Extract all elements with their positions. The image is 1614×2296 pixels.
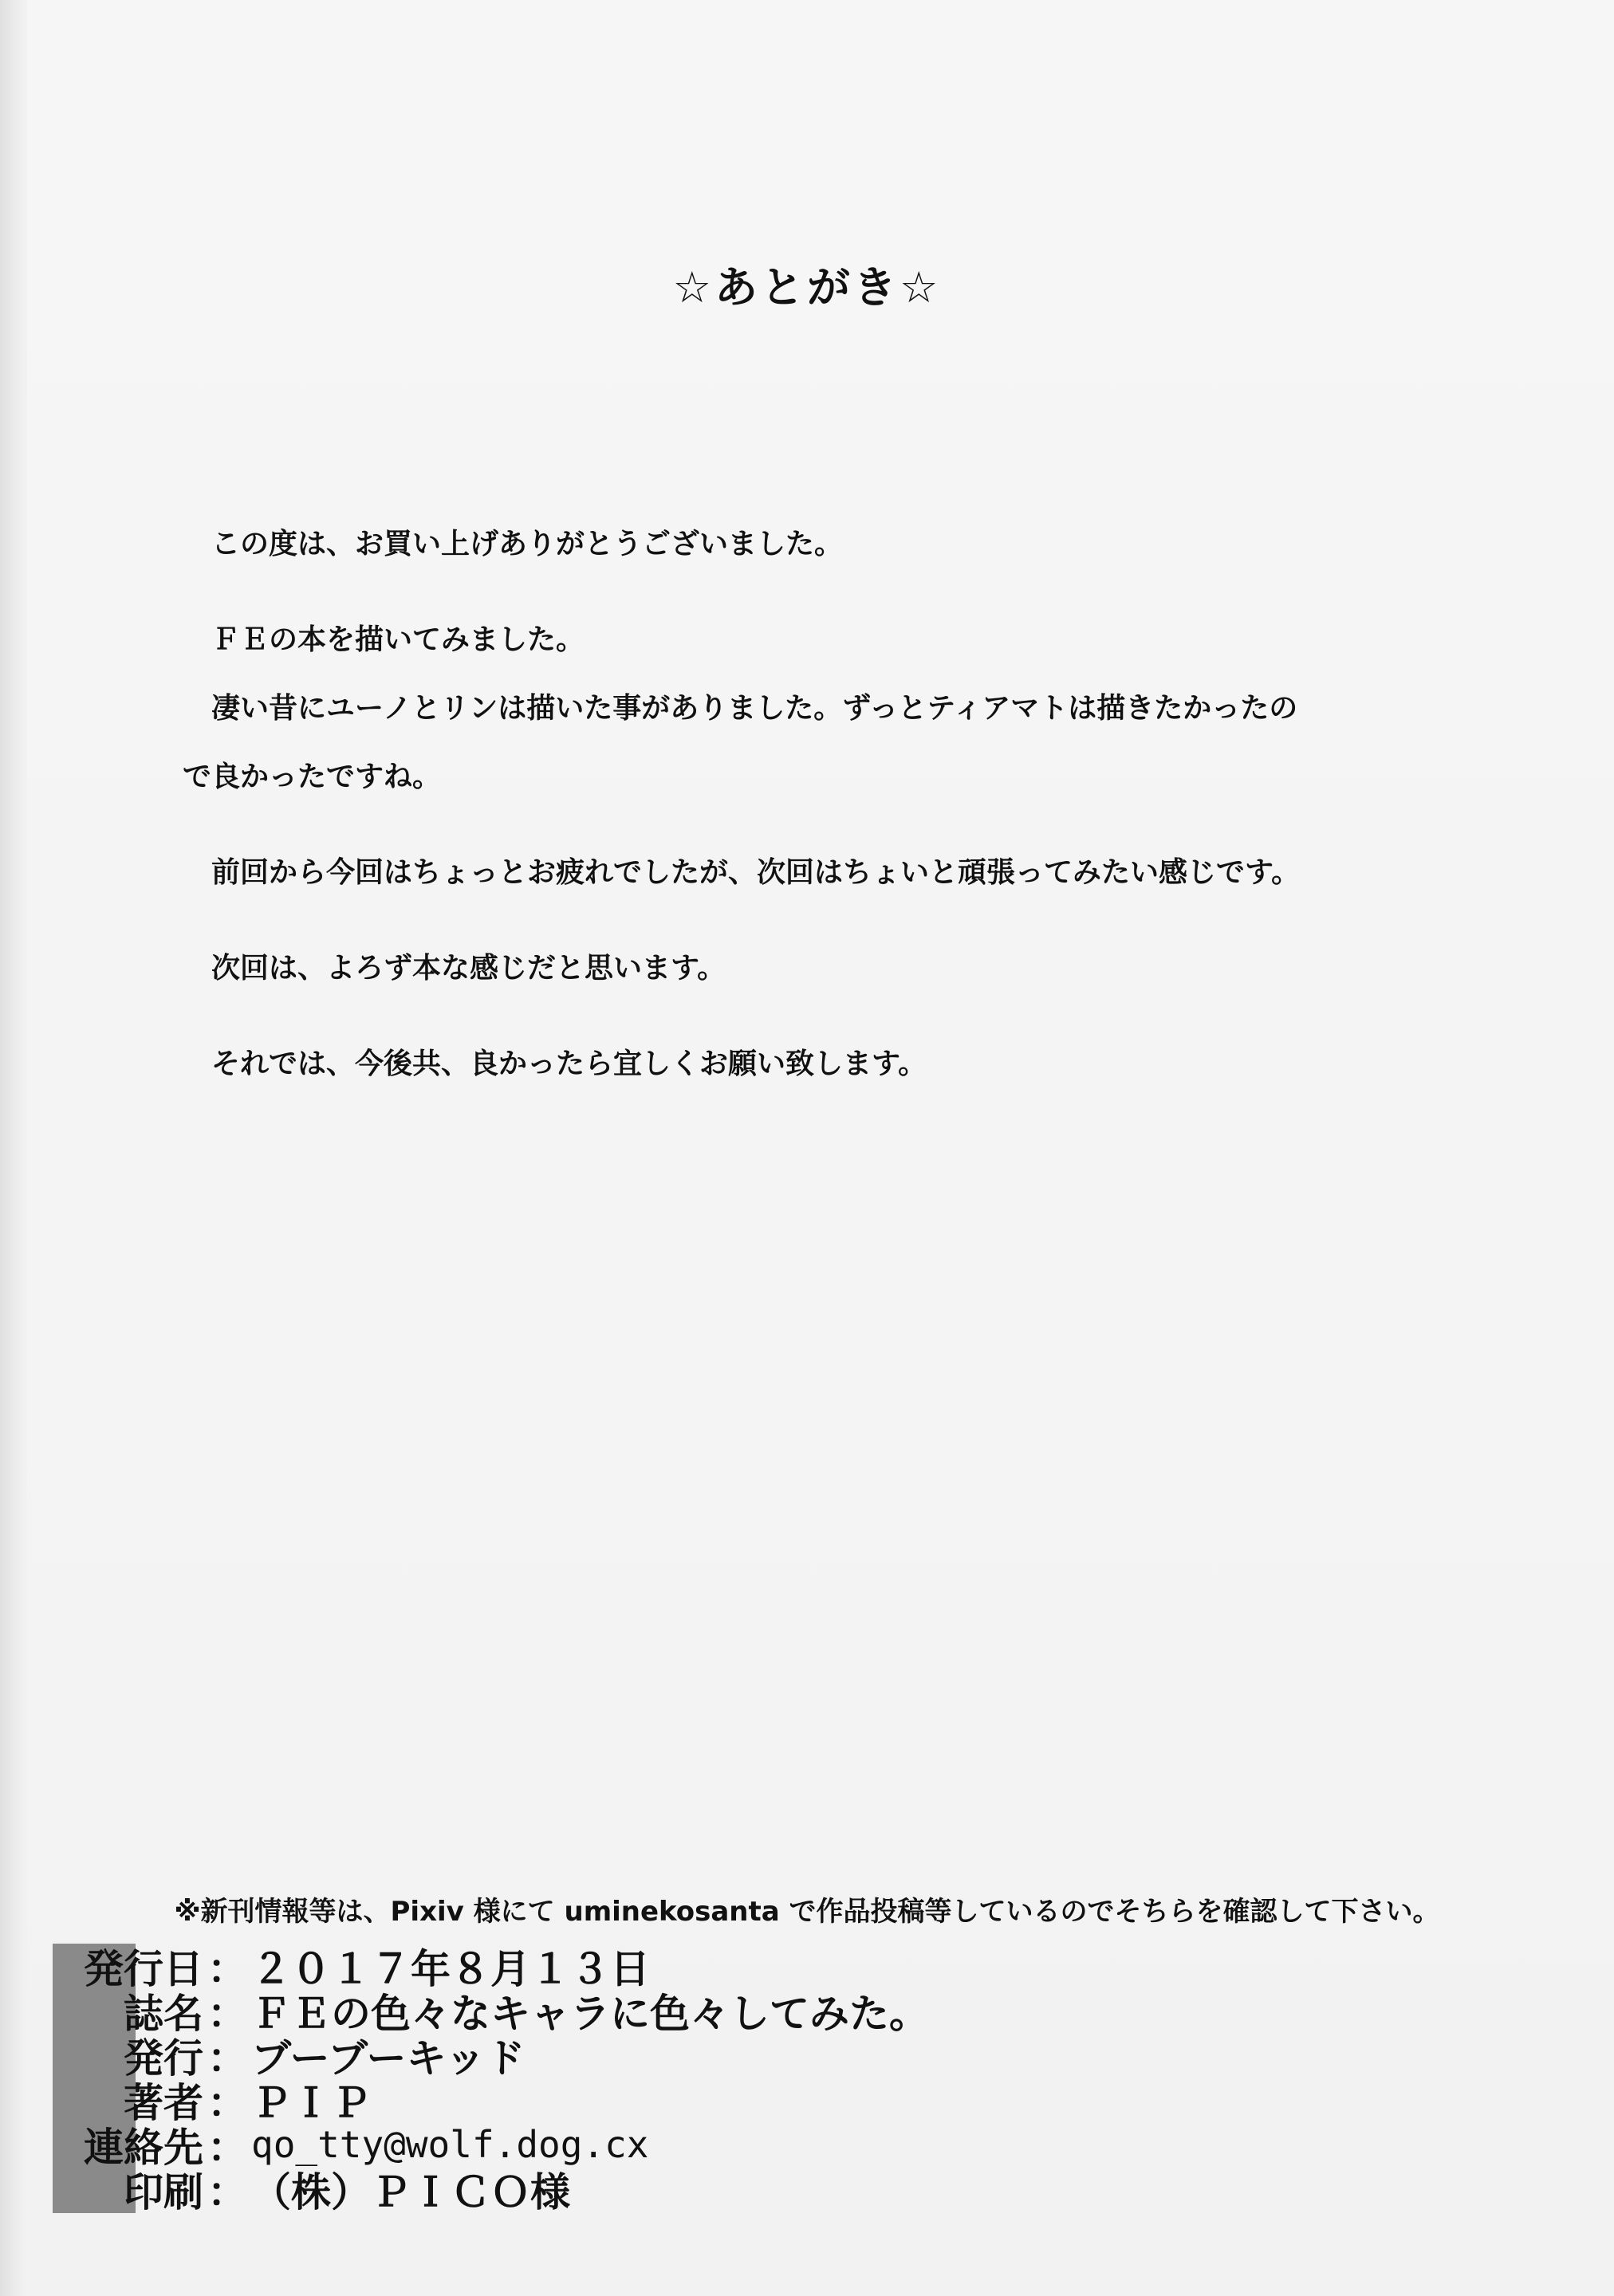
- colophon-label: 発行: [124, 2035, 203, 2082]
- paragraph-line: 次回は、よろず本な感じだと思います。: [211, 952, 726, 985]
- paragraph-line: 凄い昔にユーノとリンは描いた事がありました。ずっとティアマトは描きたかったの: [211, 692, 1298, 725]
- paragraph-line: で良かったですね。: [183, 761, 442, 793]
- colophon-separator: ：: [207, 1946, 247, 1992]
- colophon-separator: ：: [207, 2125, 247, 2171]
- colophon: [0, 1944, 1116, 2215]
- colophon-value: ブーブーキッド: [251, 2035, 526, 2082]
- paragraph-line: ＦＥの本を描いてみました。: [211, 623, 585, 656]
- paragraph-5: [211, 1046, 1455, 1083]
- colophon-separator: ：: [207, 2169, 247, 2215]
- colophon-value: （株）ＰＩＣＯ様: [251, 2169, 570, 2215]
- colophon-label: 誌名: [124, 1991, 203, 2037]
- colophon-value: qo_tty@wolf.dog.cx: [251, 2123, 649, 2166]
- paragraph-4: [211, 950, 1455, 987]
- colophon-label: 著者: [124, 2080, 203, 2126]
- paragraph-3: [211, 855, 1455, 891]
- paragraph-line: 前回から今回はちょっとお疲れでしたが、次回はちょいと頑張ってみたい感じです。: [211, 856, 1301, 889]
- paragraph-2: [183, 622, 1455, 796]
- new-release-notice: ※新刊情報等は、Pixiv 様にて uminekosanta で作品投稿等しているのでそちらを確認して下さい。: [174, 1896, 1440, 1928]
- colophon-value: ＰＩＰ: [251, 2080, 371, 2126]
- colophon-value: ２０１７年８月１３日: [251, 1946, 650, 1992]
- colophon-label: 発行日: [84, 1946, 203, 1992]
- colophon-row-printer: [0, 2167, 1116, 2215]
- colophon-separator: ：: [207, 2080, 247, 2126]
- colophon-separator: ：: [207, 2035, 247, 2082]
- colophon-value: ＦＥの色々なキャラに色々してみた。: [251, 1991, 929, 2037]
- page-title: ☆あとがき☆: [672, 262, 942, 313]
- colophon-label: 連絡先: [84, 2125, 203, 2171]
- afterword-body: [183, 526, 1455, 1142]
- colophon-label: 印刷: [124, 2169, 203, 2215]
- paragraph-line: この度は、お買い上げありがとうございました。: [211, 528, 844, 560]
- paragraph-line: それでは、今後共、良かったら宜しくお願い致します。: [211, 1048, 927, 1080]
- colophon-separator: ：: [207, 1991, 247, 2037]
- paragraph-1: [211, 526, 1455, 563]
